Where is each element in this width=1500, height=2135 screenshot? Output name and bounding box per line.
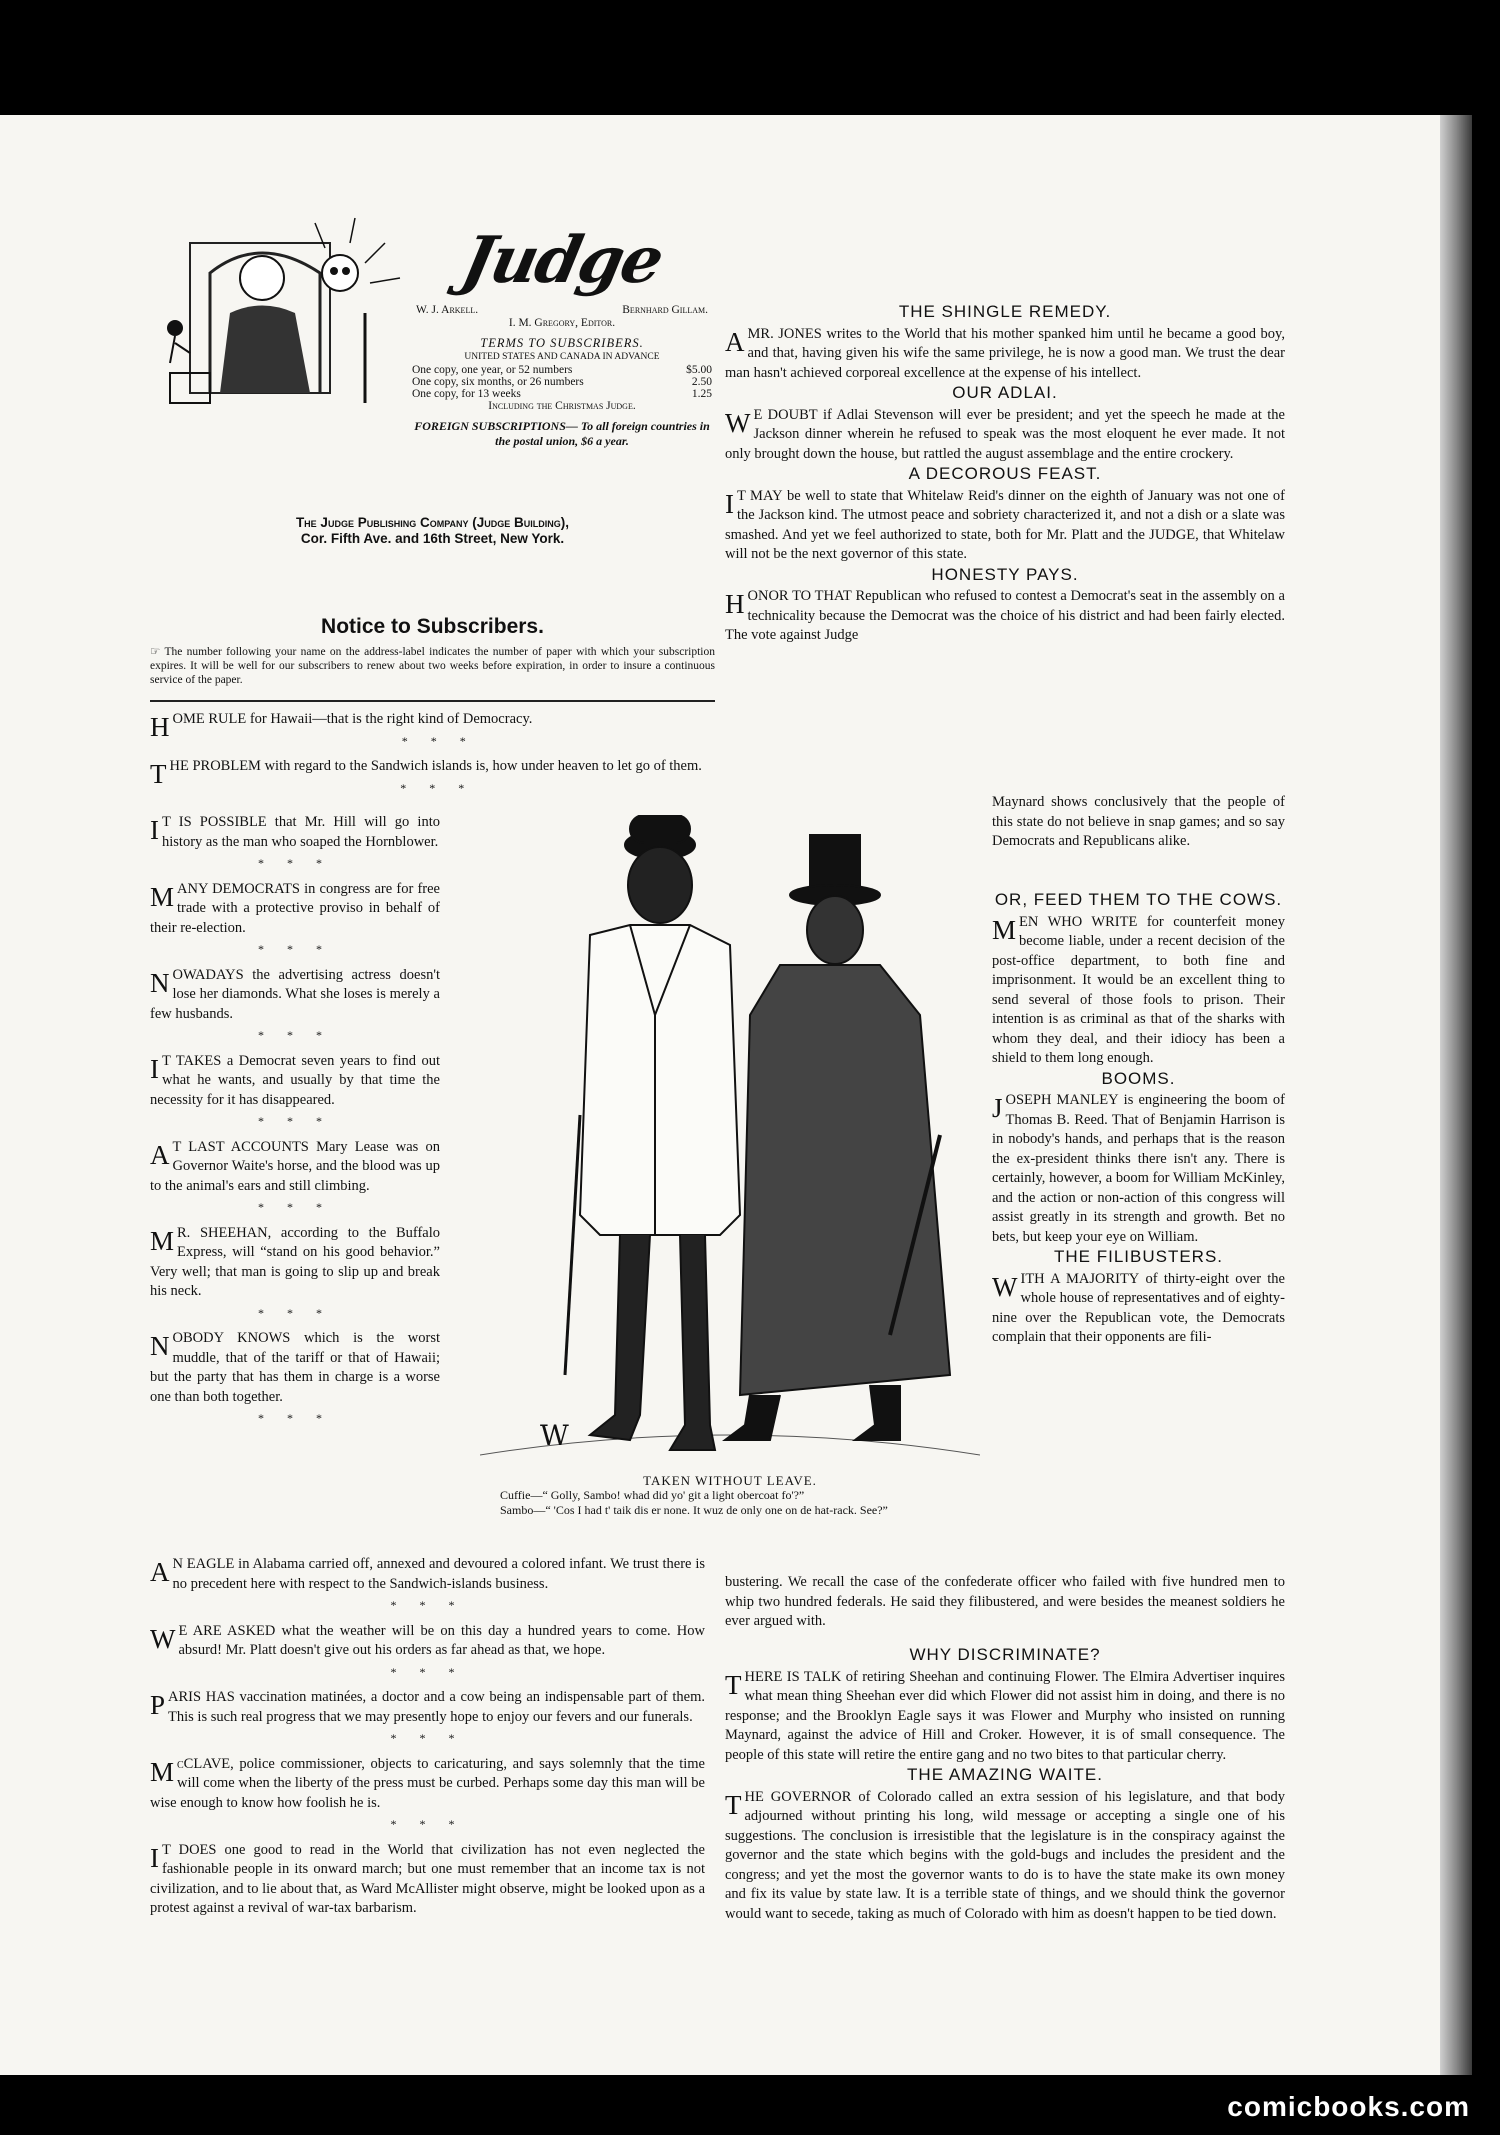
lead-words: T LAST ACCOUNTS bbox=[172, 1138, 309, 1155]
drop-cap: P bbox=[150, 1690, 166, 1720]
drop-cap: M bbox=[150, 1756, 175, 1787]
paragraph-text: is engineering the boom of Thomas B. Reed. That of Benjamin Harrison is in nobody's hands, and perhaps that is the reason the ex-president thinks there isn't any. There is certainly, however, a boom for William McKinley, and the action or non-action of this congress will assist greatly in its strength and growth. Bet no bets, but keep your eye on William. bbox=[992, 1092, 1286, 1245]
drop-cap: W bbox=[725, 407, 751, 438]
paragraph bbox=[150, 1052, 440, 1111]
paragraph-text: for Hawaii—that is the right kind of Democracy. bbox=[246, 711, 533, 727]
paragraph-text: with regard to the Sandwich islands is, how under heaven to let go of them. bbox=[260, 758, 702, 774]
lead-words: HERE IS TALK bbox=[744, 1668, 842, 1685]
paragraph-text: if Adlai Stevenson will ever be president; and yet the speech he made at the Jackson dinner wherein he refused to speak was the most eloquent he ever made. It not only brought down the house, but rattled the august assemblage and the entire crockery. bbox=[725, 406, 1285, 462]
masthead bbox=[150, 203, 715, 583]
caption-line-1: Cuffie—“ Golly, Sambo! whad did yo' git a light obercoat fo'?” bbox=[500, 1488, 805, 1502]
separator-stars: * * * bbox=[400, 780, 475, 795]
section-heading: OR, FEED THEM TO THE COWS. bbox=[994, 890, 1283, 909]
pointing-hand-icon: ☞ bbox=[150, 646, 165, 658]
left-top-wide bbox=[150, 710, 705, 804]
separator-stars: * * * bbox=[390, 1664, 465, 1679]
lead-words: ARIS HAS bbox=[168, 1689, 235, 1705]
paragraph-text: in congress are for free trade with a protective proviso in behalf of their re-election. bbox=[150, 880, 440, 936]
drop-cap: T bbox=[725, 1789, 742, 1820]
separator-stars: * * * bbox=[401, 733, 476, 748]
paragraph-text: a Democrat seven years to find out what he wants, and usually by that time the necessity for it has disappeared. bbox=[150, 1052, 440, 1108]
paragraph bbox=[992, 1270, 1285, 1348]
paragraph-text: writes to the World that his mother spanked him until he became a good boy, and that, having given his wife the same privilege, he is now a good man. We trust the dear man hasn't achieved corporeal excellence at the expense of his intellect. bbox=[725, 325, 1285, 381]
paragraph-text: which is the worst muddle, that of the tariff or that of Hawaii; but the party that has them in charge is a worse one than both together. bbox=[150, 1330, 440, 1405]
paragraph bbox=[725, 1788, 1285, 1925]
masthead-info bbox=[412, 203, 712, 449]
paragraph-text: for counterfeit money become liable, under a recent decision of the post-office department, to both fine and imprisonment. It would be an excellent thing to send several of those fools to prison. Their intention is as criminal as that of the sharks with whom they deal, and their idiocy has been a shield to them long enough. bbox=[992, 913, 1285, 1066]
section-heading: A DECOROUS FEAST. bbox=[908, 464, 1102, 483]
paragraph bbox=[725, 587, 1285, 646]
paragraph-text: be well to state that Whitelaw Reid's dinner on the eighth of January was not one of the Jackson kind. The utmost peace and sobriety characterized it, and not a dish or a slate was smashed. And yet we feel authorized to state, both for Mr. Platt and the JUDGE, that Whitelaw will not be the next governor of this state. bbox=[725, 487, 1285, 562]
lead-words: HE GOVERNOR bbox=[744, 1788, 852, 1805]
lead-words: E DOUBT bbox=[753, 406, 818, 423]
paragraph bbox=[150, 880, 440, 939]
price-value: 1.25 bbox=[691, 388, 712, 400]
terms-heading: TERMS TO SUBSCRIBERS. bbox=[480, 336, 644, 350]
filibuster-continued-text: bustering. We recall the case of the confederate officer who failed with five hundred men to whip two hundred federals. He said they filibustered, and were besides the meanest soldiers he ever argued with. bbox=[725, 1574, 1285, 1629]
drop-cap: N bbox=[150, 967, 170, 998]
paragraph bbox=[150, 1841, 705, 1919]
paragraph bbox=[150, 1688, 705, 1727]
price-row bbox=[412, 388, 712, 400]
paragraph-text: one good to read in the World that civilization has not even neglected the fashionable people in its onward march; but one must remember that an income tax is not civilization, and to lie about that, as Ward McAllister might observe, might be looked upon as a protest against a revival of war-tax barbarism. bbox=[150, 1841, 705, 1916]
drop-cap: I bbox=[150, 1842, 159, 1873]
paragraph-text: in Alabama carried off, annexed and devoured a colored infant. We trust there is no precedent here with respect to the Sandwich-islands business. bbox=[172, 1556, 705, 1592]
paragraph bbox=[725, 406, 1285, 465]
publisher-line-1: The Judge Publishing Company (Judge Building), bbox=[295, 515, 570, 530]
judge-cartoon-illustration bbox=[150, 203, 415, 423]
drop-cap: T bbox=[150, 759, 167, 789]
drop-cap: A bbox=[150, 1139, 170, 1170]
section-heading: THE SHINGLE REMEDY. bbox=[898, 302, 1112, 321]
paragraph-text: police commissioner, objects to caricaturing, and says solemnly that the time will come when the liberty of the press must be curbed. Perhaps some day this man will be wise enough to know how foolish he is. bbox=[150, 1755, 705, 1811]
separator-stars: * * * bbox=[390, 1598, 465, 1612]
lead-words: T MAY bbox=[737, 487, 783, 504]
paragraph bbox=[150, 1555, 705, 1594]
drop-cap: J bbox=[992, 1093, 1003, 1123]
paragraph-text: that Mr. Hill will go into history as the man who soaped the Hornblower. bbox=[162, 814, 440, 850]
paragraph-text: of Colorado called an extra session of his legislature, and that body adjourned without printing his long, wild message or accepting a single one of his suggestions. The conclusion is irresistible that the legislature is in the conspiracy against the governor and the state which begins with the gold-bugs and includes the president and the congress; and yet the most the governor wants to do is to have the state make its own money and fix its value by state law. It is a terrible state of things, and we should think the governor would want to secede, taking as much of Colorado with him as doesn't happen to be tied down. bbox=[725, 1788, 1285, 1922]
lead-words: T IS POSSIBLE bbox=[162, 814, 267, 830]
drop-cap: M bbox=[150, 1225, 175, 1256]
artist-signature: W bbox=[540, 1419, 569, 1452]
drop-cap: I bbox=[150, 1053, 159, 1084]
lead-words: HE PROBLEM bbox=[169, 758, 261, 774]
honesty-continued bbox=[992, 793, 1285, 852]
lead-words: cCLAVE, bbox=[177, 1755, 234, 1772]
staff-right: Bernhard Gillam. bbox=[622, 304, 708, 316]
drop-cap: H bbox=[150, 712, 170, 742]
paragraph bbox=[150, 813, 440, 852]
drop-cap: N bbox=[150, 1331, 170, 1361]
lead-words: N EAGLE bbox=[172, 1556, 235, 1572]
paragraph-text: Mary Lease was on Governor Waite's horse, and the blood was up to the animal's ears and still climbing. bbox=[150, 1138, 441, 1194]
paragraph bbox=[150, 1755, 705, 1814]
lead-words: ANY DEMOCRATS bbox=[177, 880, 300, 897]
section-heading: THE AMAZING WAITE. bbox=[907, 1765, 1103, 1784]
terms-sub: UNITED STATES AND CANADA IN ADVANCE bbox=[464, 352, 660, 362]
notice-body: The number following your name on the address-label indicates the number of paper with which your subscription expires. It will be well for our subscribers to renew about two weeks before expiration, in order to insure a continuous service of the paper. bbox=[150, 646, 715, 686]
paragraph bbox=[992, 1091, 1285, 1247]
filibuster-continued bbox=[725, 1573, 1285, 1632]
divider-rule bbox=[150, 700, 715, 702]
separator-stars: * * * bbox=[258, 1200, 332, 1214]
publisher-block bbox=[150, 515, 715, 547]
drop-cap: T bbox=[725, 1669, 742, 1700]
drop-cap: I bbox=[725, 488, 734, 519]
left-column bbox=[150, 813, 440, 1435]
lead-words: MR. JONES bbox=[747, 325, 822, 342]
drop-cap: W bbox=[992, 1271, 1018, 1302]
separator-stars: * * * bbox=[390, 1817, 465, 1831]
price-list bbox=[412, 364, 712, 400]
lead-words: OSEPH MANLEY bbox=[1005, 1092, 1119, 1108]
paragraph-text: the advertising actress doesn't lose her diamonds. What she loses is merely a few husbands. bbox=[150, 966, 440, 1022]
lead-words: ONOR TO THAT bbox=[747, 588, 852, 604]
judge-logo: Judge bbox=[455, 223, 669, 298]
separator-stars: * * * bbox=[258, 856, 332, 870]
paragraph bbox=[725, 325, 1285, 384]
section-heading: HONESTY PAYS. bbox=[931, 564, 1079, 584]
drop-cap: W bbox=[150, 1623, 176, 1654]
cartoon-caption bbox=[480, 1473, 980, 1518]
separator-stars: * * * bbox=[258, 1411, 332, 1425]
drop-cap: M bbox=[150, 881, 175, 912]
right-narrow-column bbox=[992, 890, 1285, 1348]
drop-cap: I bbox=[150, 815, 159, 845]
right-top-column bbox=[725, 302, 1285, 646]
caption-line-2: Sambo—“ 'Cos I had t' taik dis er none. It wuz de only one on de hat-rack. See?” bbox=[500, 1503, 888, 1517]
paragraph bbox=[725, 487, 1285, 565]
price-row bbox=[412, 376, 712, 388]
drop-cap: A bbox=[725, 326, 745, 357]
paragraph bbox=[150, 1138, 440, 1197]
page-spine-shadow bbox=[1440, 115, 1472, 2075]
lead-words: T TAKES bbox=[162, 1052, 222, 1069]
drop-cap: H bbox=[725, 589, 745, 619]
lead-words: E ARE ASKED bbox=[178, 1622, 276, 1639]
price-value: 2.50 bbox=[691, 376, 712, 388]
honesty-continued-text: Maynard shows conclusively that the people of this state do not believe in snap games; and so say Democrats and Republicans alike. bbox=[992, 794, 1285, 849]
notice-text bbox=[150, 645, 715, 687]
paragraph bbox=[725, 1668, 1285, 1766]
price-value: $5.00 bbox=[686, 364, 712, 376]
paragraph bbox=[150, 1224, 440, 1302]
lead-words: EN WHO WRITE bbox=[1019, 913, 1138, 930]
paragraph bbox=[150, 1622, 705, 1661]
paragraph-text: what the weather will be on this day a hundred years to come. How absurd! Mr. Platt doesn't give out his orders as far ahead as that, we hope. bbox=[178, 1622, 705, 1658]
paragraph-text: according to the Buffalo Express, will “stand on his good behavior.” Very well; that man is going to slip up and break his neck. bbox=[150, 1224, 440, 1299]
section-heading: OUR ADLAI. bbox=[952, 383, 1058, 402]
section-heading: WHY DISCRIMINATE? bbox=[909, 1645, 1101, 1664]
right-bottom-column bbox=[725, 1645, 1285, 1924]
price-label: One copy, six months, or 26 numbers bbox=[412, 376, 584, 388]
drop-cap: M bbox=[992, 914, 1017, 945]
staff-line bbox=[412, 304, 712, 317]
site-watermark: comicbooks.com bbox=[1227, 2091, 1470, 2122]
paragraph-text: of retiring Sheehan and continuing Flower. The Elmira Advertiser inquires what mean thing Sheehan ever did which Flower did not assist him in doing, and there is no response; and the Brooklyn Eagle says it was Flower and Murphy who insisted on running Maynard, against the advice of Hill and Croker. However, it is of small consequence. The people of this state will retire the entire gang and no two bites to that particular cherry. bbox=[725, 1668, 1286, 1763]
separator-stars: * * * bbox=[258, 1028, 332, 1042]
separator-stars: * * * bbox=[258, 1114, 332, 1128]
drop-cap: A bbox=[150, 1557, 170, 1587]
left-lower-column bbox=[150, 1555, 705, 1919]
paragraph-text: vaccination matinées, a doctor and a cow being an indispensable part of them. This is such real progress that we may presently hope to enjoy our fevers and our funerals. bbox=[168, 1689, 705, 1725]
lead-words: R. SHEEHAN, bbox=[177, 1224, 272, 1241]
lead-words: OME RULE bbox=[172, 711, 247, 727]
including-line: Including the Christmas Judge. bbox=[488, 400, 636, 412]
section-heading: BOOMS. bbox=[1101, 1068, 1176, 1088]
lead-words: OBODY KNOWS bbox=[172, 1330, 291, 1346]
separator-stars: * * * bbox=[390, 1731, 465, 1745]
paragraph bbox=[150, 757, 705, 789]
section-heading: THE FILIBUSTERS. bbox=[1053, 1247, 1224, 1266]
cartoon-illustration bbox=[480, 815, 980, 1475]
magazine-page bbox=[0, 115, 1472, 2075]
editor-line: I. M. Gregory, Editor. bbox=[508, 317, 616, 329]
paragraph bbox=[150, 710, 705, 742]
notice-heading: Notice to Subscribers. bbox=[321, 615, 544, 638]
paragraph bbox=[150, 1329, 440, 1407]
paragraph bbox=[992, 913, 1285, 1069]
lead-words: OWADAYS bbox=[172, 966, 244, 983]
publisher-line-2: Cor. Fifth Ave. and 16th Street, New York. bbox=[300, 531, 565, 546]
lead-words: T DOES bbox=[162, 1841, 217, 1858]
paragraph bbox=[150, 966, 440, 1025]
paragraph-text: Republican who refused to contest a Democrat's seat in the assembly on a technicality because the Democrat was the choice of his district and had been fairly elected. The vote against Judge bbox=[725, 588, 1285, 643]
staff-left: W. J. Arkell. bbox=[416, 304, 479, 316]
price-label: One copy, for 13 weeks bbox=[412, 388, 521, 400]
price-label: One copy, one year, or 52 numbers bbox=[412, 364, 573, 376]
price-row bbox=[412, 364, 712, 376]
foreign-subscriptions: FOREIGN SUBSCRIPTIONS— To all foreign countries in the postal union, $6 a year. bbox=[414, 419, 710, 448]
separator-stars: * * * bbox=[258, 1305, 332, 1320]
caption-title: TAKEN WITHOUT LEAVE. bbox=[643, 1473, 817, 1488]
lead-words: ITH A MAJORITY bbox=[1020, 1270, 1140, 1287]
paragraph-text: of thirty-eight over the whole house of representatives and of eighty-nine over the Republican vote, the Democrats complain that their opponents are fili- bbox=[992, 1270, 1285, 1345]
separator-stars: * * * bbox=[258, 942, 332, 956]
